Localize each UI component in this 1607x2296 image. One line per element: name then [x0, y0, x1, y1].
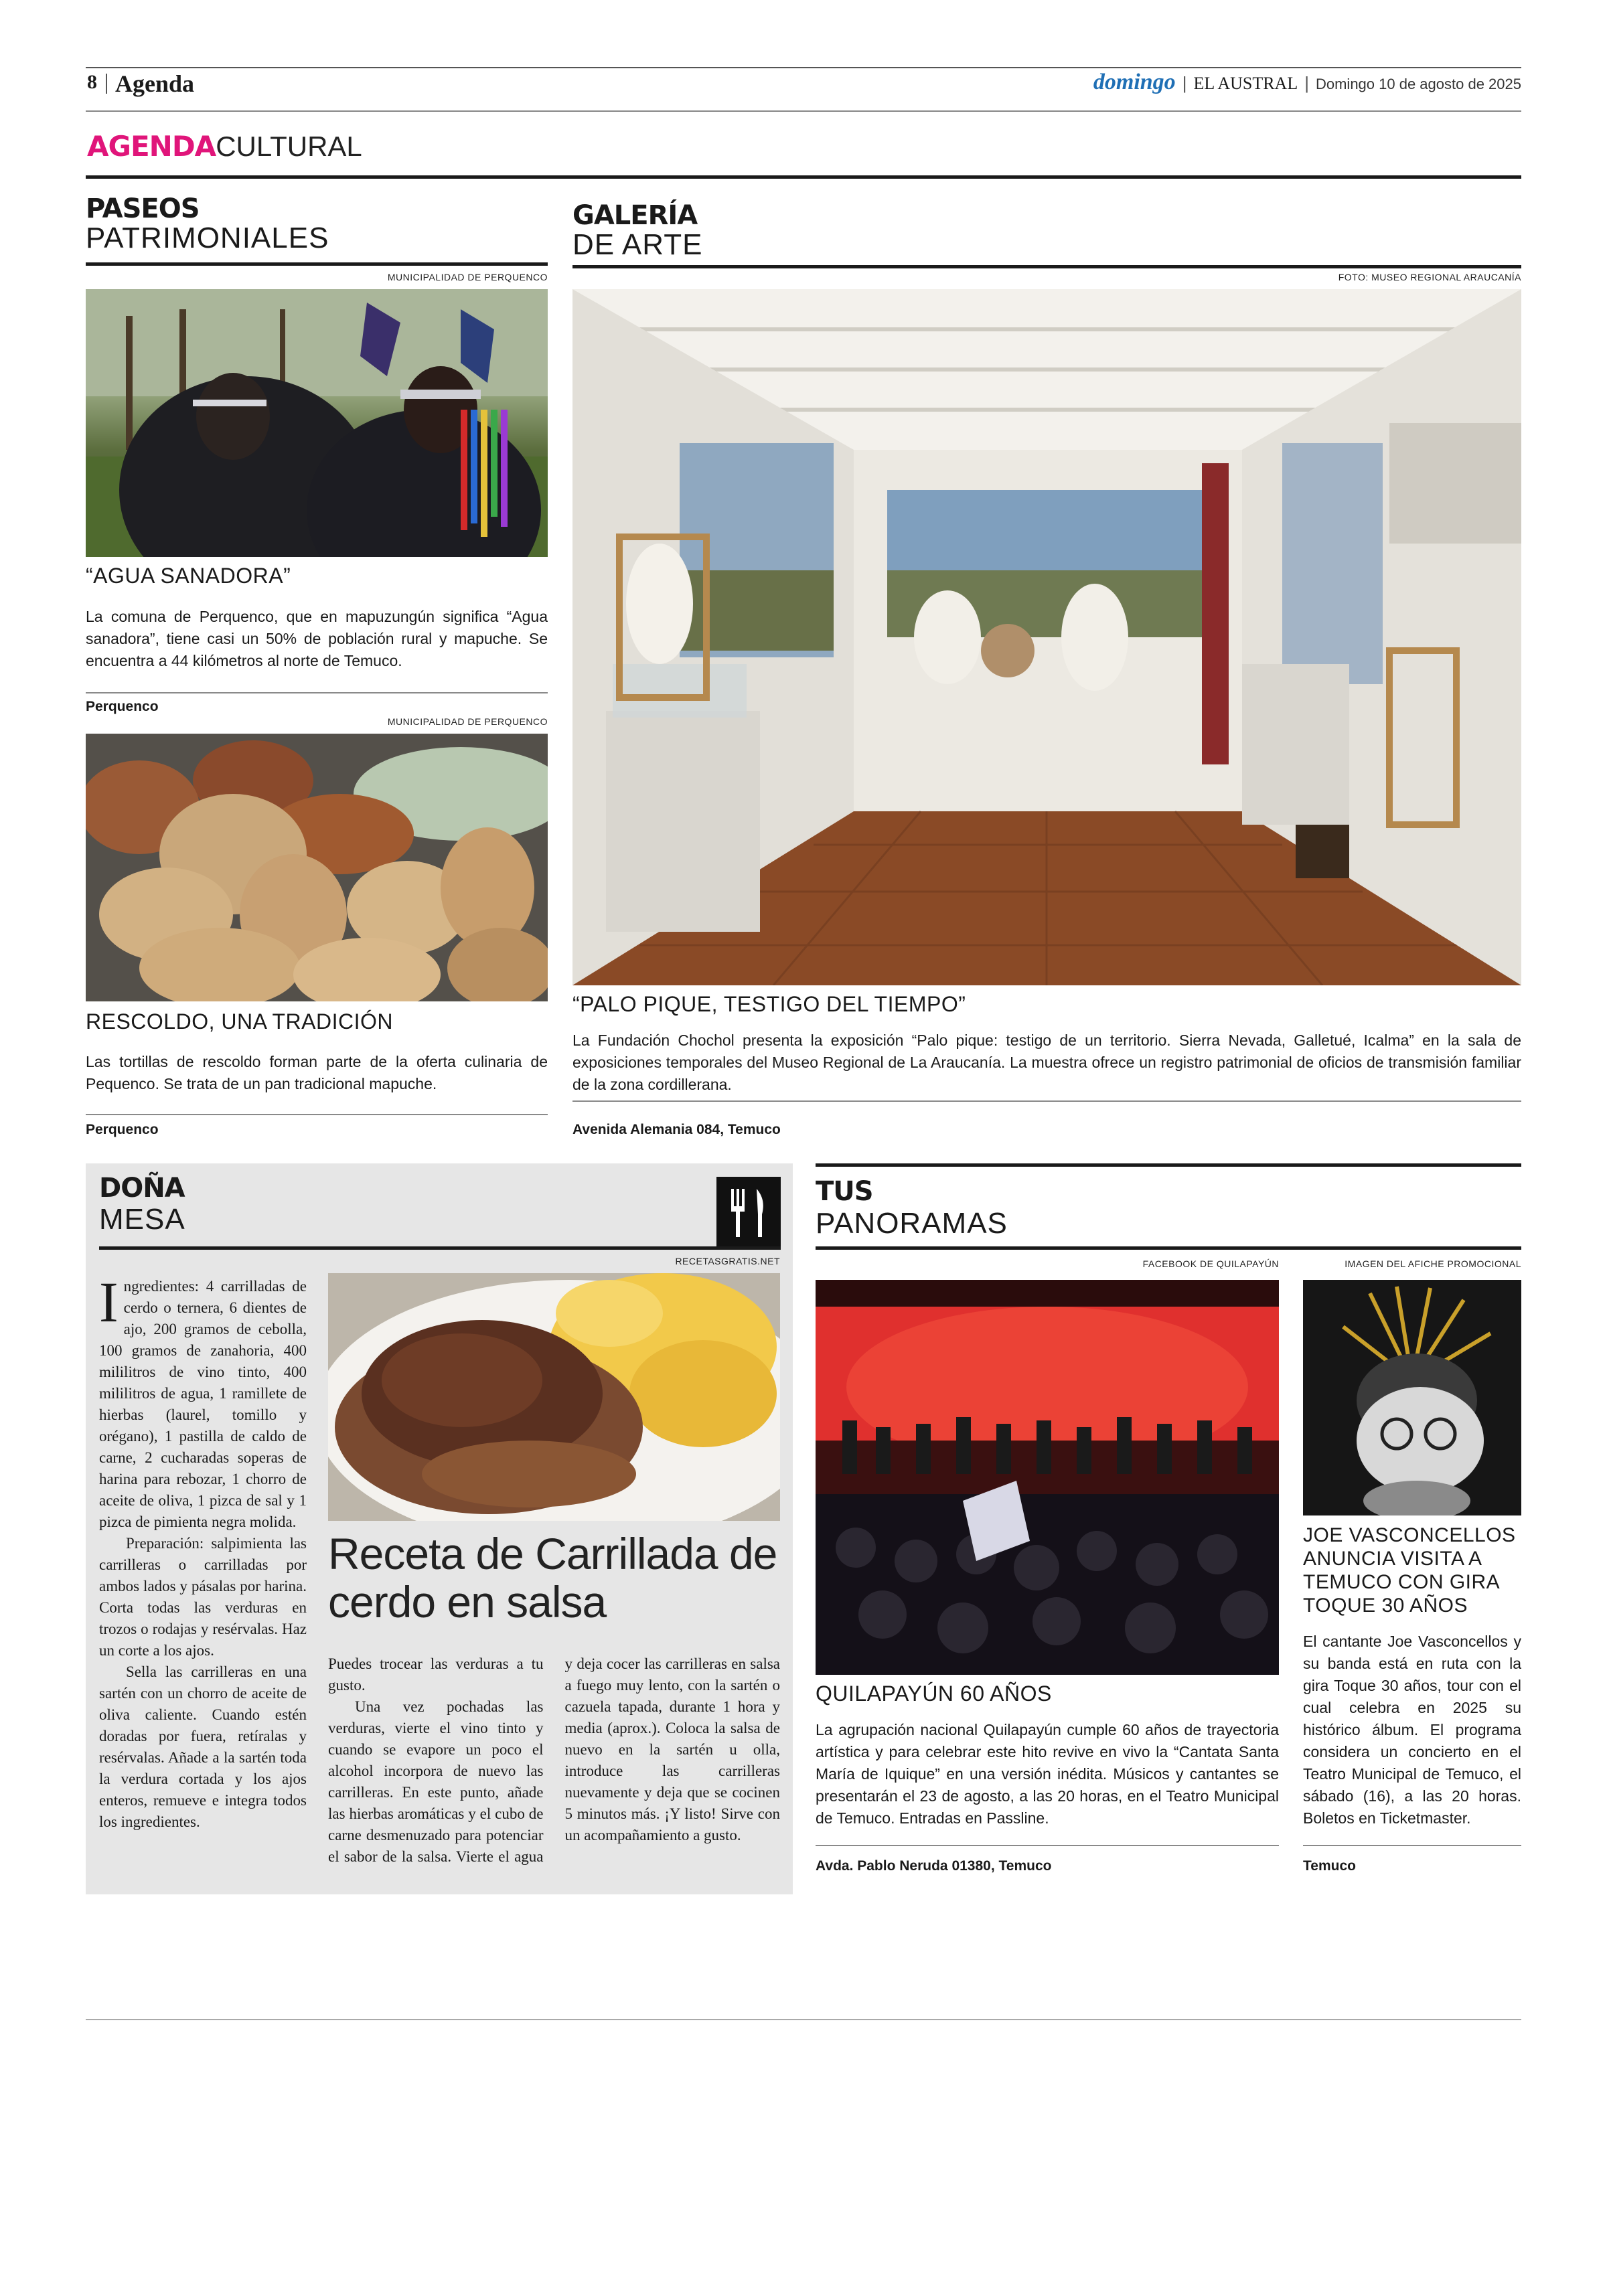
photo-credit: MUNICIPALIDAD DE PERQUENCO [387, 716, 548, 727]
text-quilapayun: La agrupación nacional Quilapayún cumple 60 años de trayectoria artística y para celebrar este hito revive en vivo la “Cantata Santa María de Iquique” en una versión inédita. Músicos y cantantes se presentarán el 23 de agosto, a las 20 horas, en el Teatro Municipal de Temuco. Entradas en Passline. [816, 1721, 1279, 1827]
agenda-cultural-banner: AGENDACULTURAL [87, 130, 362, 163]
place-label: Perquenco [86, 1122, 159, 1137]
panoramas-title-light: PANORAMAS [816, 1207, 1008, 1240]
text-rescoldo: Las tortillas de rescoldo forman parte de la oferta culinaria de Pequenco. Se trata de un pan tradicional mapuche. [86, 1053, 548, 1092]
newspaper-name: EL AUSTRAL [1193, 74, 1298, 93]
drop-cap: I [99, 1270, 119, 1334]
recipe-headline: Receta de Carrillada de cerdo en salsa [328, 1529, 777, 1627]
fork-knife-icon [716, 1177, 781, 1246]
place-label: Avda. Pablo Neruda 01380, Temuco [816, 1858, 1052, 1874]
text-agua-sanadora: La comuna de Perquenco, que en mapuzungún significa “Agua sanadora”, tiene casi un 50% de población rural y mapuche. Se encuentra a 44 kilómetros al norte de Temuco. [86, 608, 548, 669]
caption-agua-sanadora: “AGUA SANADORA” [86, 564, 291, 588]
recipe-paragraph: Sella las carrilleras en una sartén con un chorro de aceite de oliva caliente. Cuando estén doradas por fuera, retíralas y resérvalas. Añade a la sartén toda la verdura cortada y los ajos enteros, remueve e integra todos los ingredientes. [99, 1663, 307, 1830]
panoramas-title-bold: TUS [816, 1176, 873, 1207]
text-palo-pique: La Fundación Chochol presenta la exposición “Palo pique: testigo de un territorio. Sierra Nevada, Galletué, Icalma” en la sala de exposiciones temporales del Museo Regional de La Araucanía. La muestra ofrece un registro patrimonial de oficios de transmisión familiar de la zona cordillerana. [572, 1032, 1521, 1093]
bread-photo [86, 734, 548, 1001]
paseos-title-light: PATRIMONIALES [86, 222, 329, 254]
supplement-logo: domingo [1093, 70, 1176, 94]
carrillada-photo [328, 1273, 780, 1521]
photo-credit: FACEBOOK DE QUILAPAYÚN [1142, 1258, 1279, 1269]
text-joe-vasconcellos: El cantante Joe Vasconcellos y su banda está en ruta con la gira Toque 30 años, tour con el cual celebra en 2025 su histórico álbum. El programa considera un concierto en el Teatro Municipal de Temuco, el sábado (16), a las 20 horas. Boletos en Ticketmaster. [1303, 1633, 1521, 1827]
photo-credit: RECETASGRATIS.NET [675, 1256, 780, 1266]
dona-mesa-title-light: MESA [99, 1203, 185, 1236]
quilapayun-concert-photo [816, 1280, 1279, 1675]
caption-palo-pique: “PALO PIQUE, TESTIGO DEL TIEMPO” [572, 992, 966, 1016]
place-label: Avenida Alemania 084, Temuco [572, 1122, 781, 1137]
joe-vasconcellos-poster [1303, 1280, 1521, 1515]
photo-credit: MUNICIPALIDAD DE PERQUENCO [387, 272, 548, 282]
mapuche-photo [86, 289, 548, 557]
photo-credit: IMAGEN DEL AFICHE PROMOCIONAL [1345, 1258, 1521, 1269]
recipe-paragraph: Una vez pochadas las verduras, vierte el vino tinto y cuando se evapore un poco el alcohol incorpora de nuevo las carrilleras. En este punto, añade las hierbas aromáticas y el cubo de carne desmenuzado para potenciar el sabor de la salsa. Vierte el agua y deja cocer las carrilleras en salsa a fuego muy lento, con la sartén o cazuela tapada, durante 1 hora y media (aprox.). Coloca la salsa de nuevo en la sartén u olla, introduce las carrilleras nuevamente y deja que se cocinen 5 minutos más. ¡Y listo! Sirve con un acompañamiento a gusto. [328, 1655, 780, 1865]
ingredients-text: ngredientes: 4 carrilladas de cerdo o ternera, 6 dientes de ajo, 200 gramos de cebolla, 100 gramos de zanahoria, 400 mililitros de vino tinto, 400 mililitros de agua, 1 ramillete de hierbas (laurel, tomillo y orégano), 1 pastilla de caldo de carne, 2 cucharadas soperas de harina para rebozar, 1 chorro de aceite de oliva, 1 pizca de sal y 1 pizca de pimienta negra molida. [99, 1278, 307, 1530]
recipe-column-1 [99, 1270, 307, 1833]
dona-mesa-title-bold: DOÑA [99, 1173, 185, 1204]
place-label: Temuco [1303, 1858, 1356, 1874]
galeria-title-bold: GALERÍA [572, 200, 698, 231]
galeria-title-light: DE ARTE [572, 228, 703, 261]
museum-gallery-photo [572, 289, 1521, 985]
issue-date: Domingo 10 de agosto de 2025 [1315, 76, 1521, 92]
recipe-paragraph: Puedes trocear las verduras a tu gusto. [328, 1655, 544, 1694]
ingredients-paragraph [99, 1270, 307, 1533]
page-number: 8 [87, 71, 97, 93]
recipe-paragraph: Preparación: salpimienta las carrilleras o carrilladas por ambos lados y pásalas por harina. Corta todas las verduras en trozos o rodajas y resérvalas. Haz un corte a los ajos. [99, 1535, 307, 1659]
masthead: domingo | EL AUSTRAL | Domingo 10 de agosto de 2025 [1093, 70, 1521, 94]
caption-joe-vasconcellos: JOE VASCONCELLOS ANUNCIA VISITA A TEMUCO CON GIRA TOQUE 30 AÑOS [1303, 1524, 1516, 1617]
section-name: Agenda [115, 70, 195, 97]
caption-quilapayun: QUILAPAYÚN 60 AÑOS [816, 1682, 1052, 1706]
recipe-column-2 [328, 1653, 780, 1889]
photo-credit: FOTO: MUSEO REGIONAL ARAUCANÍA [1338, 272, 1521, 282]
paseos-title-bold: PASEOS [86, 193, 200, 224]
caption-rescoldo: RESCOLDO, UNA TRADICIÓN [86, 1009, 393, 1034]
place-label: Perquenco [86, 699, 159, 714]
